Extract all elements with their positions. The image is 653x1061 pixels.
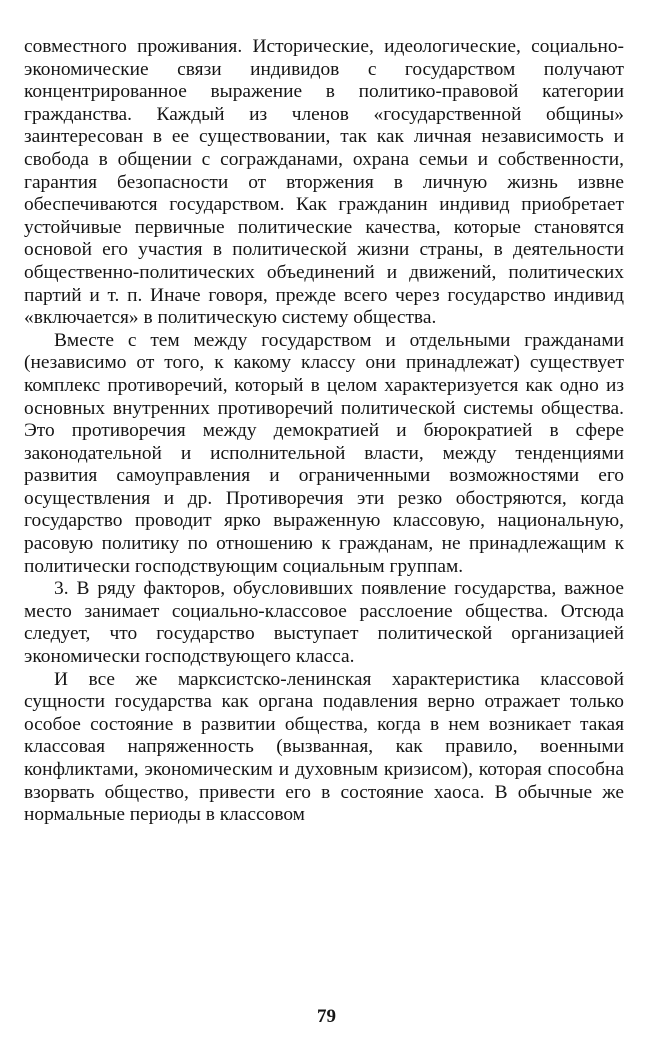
page-number: 79 [317,1006,336,1027]
paragraph-1: совместного проживания. Исторические, идеологические, социально-экономические связи индивидов с государством получают концентрированное выражение в политико-правовой категории гражданства. Каждый из членов «государственной общины» заинтересован в ее существовании, так как личная независимость и свобода в общении с согражданами, охрана семьи и собственности, гарантия безопасности от вторжения в личную жизнь извне обеспечиваются государством. Как гражданин индивид приобретает устойчивые первичные политические качества, которые становятся основой его участия в политической жизни страны, в деятельности общественно-политических объединений и движений, политических партий и т. п. Иначе говоря, прежде всего через государство индивид «включается» в политическую систему общества. [24,36,624,329]
paragraph-3: 3. В ряду факторов, обусловивших появление государства, важное место занимает социально-классовое расслоение общества. Отсюда следует, что государство выступает политической организацией экономически господствующего класса. [24,578,624,668]
page-text [24,36,624,827]
paragraph-2: Вместе с тем между государством и отдельными гражданами (независимо от того, к какому классу они принадлежат) существует комплекс противоречий, который в целом характеризуется как одно из основных внутренних противоречий политической системы общества. Это противоречия между демократией и бюрократией в сфере законодательной и исполнительной власти, между тенденциями развития самоуправления и ограниченными возможностями его осуществления и др. Противоречия эти резко обостряются, когда государство проводит ярко выраженную классовую, национальную, расовую политику по отношению к гражданам, не принадлежащим к политически господствующим социальным группам. [24,329,624,577]
paragraph-4: И все же марксистско-ленинская характеристика классовой сущности государства как органа подавления верно отражает только особое состояние в развитии общества, когда в нем возникает такая классовая напряженность (вызванная, как правило, военными конфликтами, экономическим и духовным кризисом), которая способна взорвать общество, привести его в состояние хаоса. В обычные же нормальные периоды в классовом [24,668,624,826]
